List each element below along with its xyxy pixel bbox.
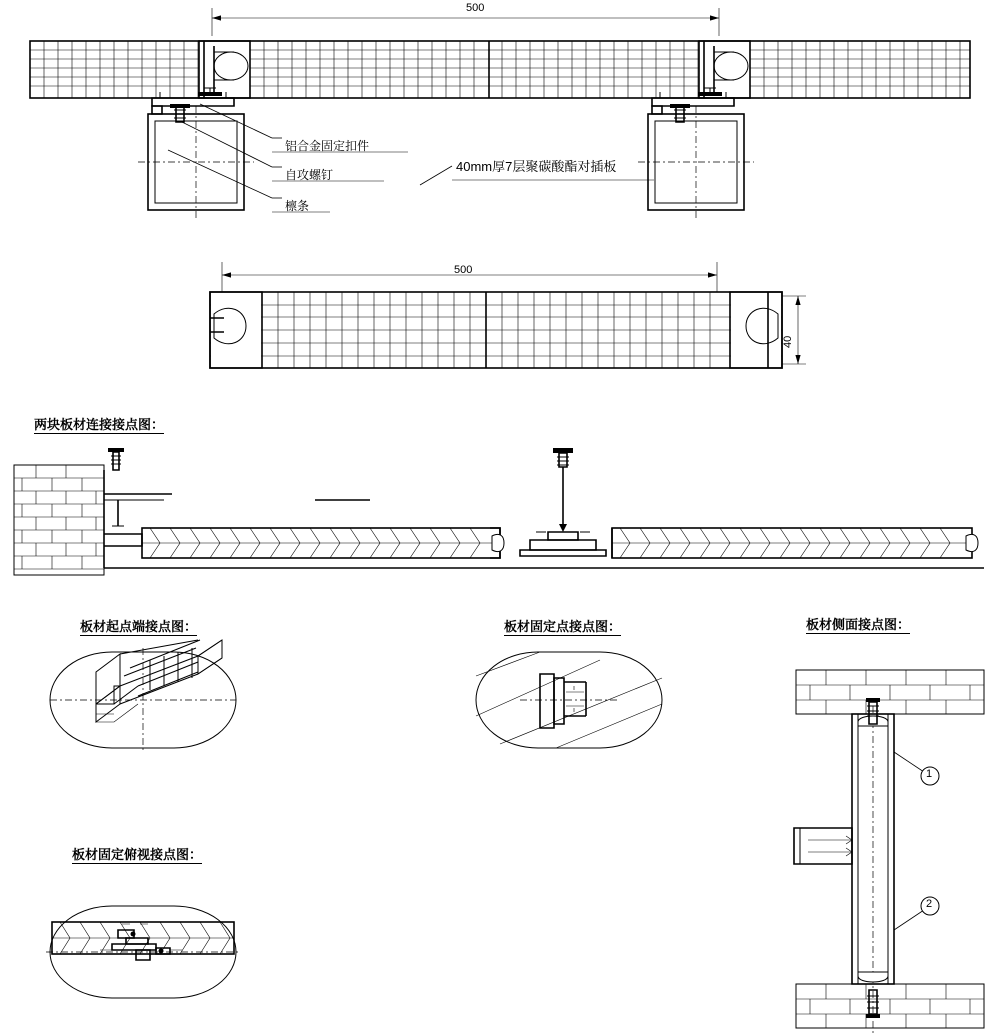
title-detail-side-face: 板材侧面接点图： (806, 617, 911, 632)
mid-joint-fixing (520, 448, 606, 556)
title-detail-start-end: 板材起点端接点图： (80, 619, 198, 634)
panel-interlock-right (699, 41, 750, 98)
panel-section (210, 292, 806, 368)
panel-interlock-left (199, 41, 250, 98)
balloon-1-label: 1 (926, 768, 933, 780)
dimension-thickness-40: 40 (782, 335, 794, 348)
callout-purlin: 檩条 (285, 199, 310, 213)
callout-pc-panel: 40mm厚7层聚碳酸酯对插板 (456, 159, 617, 174)
title-detail-fixing-plan: 板材固定俯视接点图： (72, 847, 203, 862)
fixing-assembly-right (638, 88, 754, 220)
brick-wall-left (14, 465, 104, 575)
fixing-assembly-left (138, 88, 254, 220)
title-joint-detail: 两块板材连接接点图： (34, 417, 165, 432)
detail-start-end-circle (50, 640, 236, 752)
dimension-section-500: 500 (454, 264, 473, 276)
panel-run-left (142, 528, 504, 558)
callout-self-tapping-screw: 自攻螺钉 (285, 168, 334, 182)
detail-fixing-plan-circle (46, 906, 240, 998)
dimension-top-500: 500 (466, 2, 485, 14)
detail-fixing-point-circle (476, 652, 662, 748)
detail-side-face (794, 670, 984, 1035)
plan-clip (112, 930, 170, 960)
title-detail-fixing-point: 板材固定点接点图： (504, 619, 622, 634)
callout-aluminium-clip: 铝合金固定扣件 (285, 139, 370, 153)
balloon-2-label: 2 (926, 898, 933, 910)
panel-run-right (612, 528, 978, 558)
